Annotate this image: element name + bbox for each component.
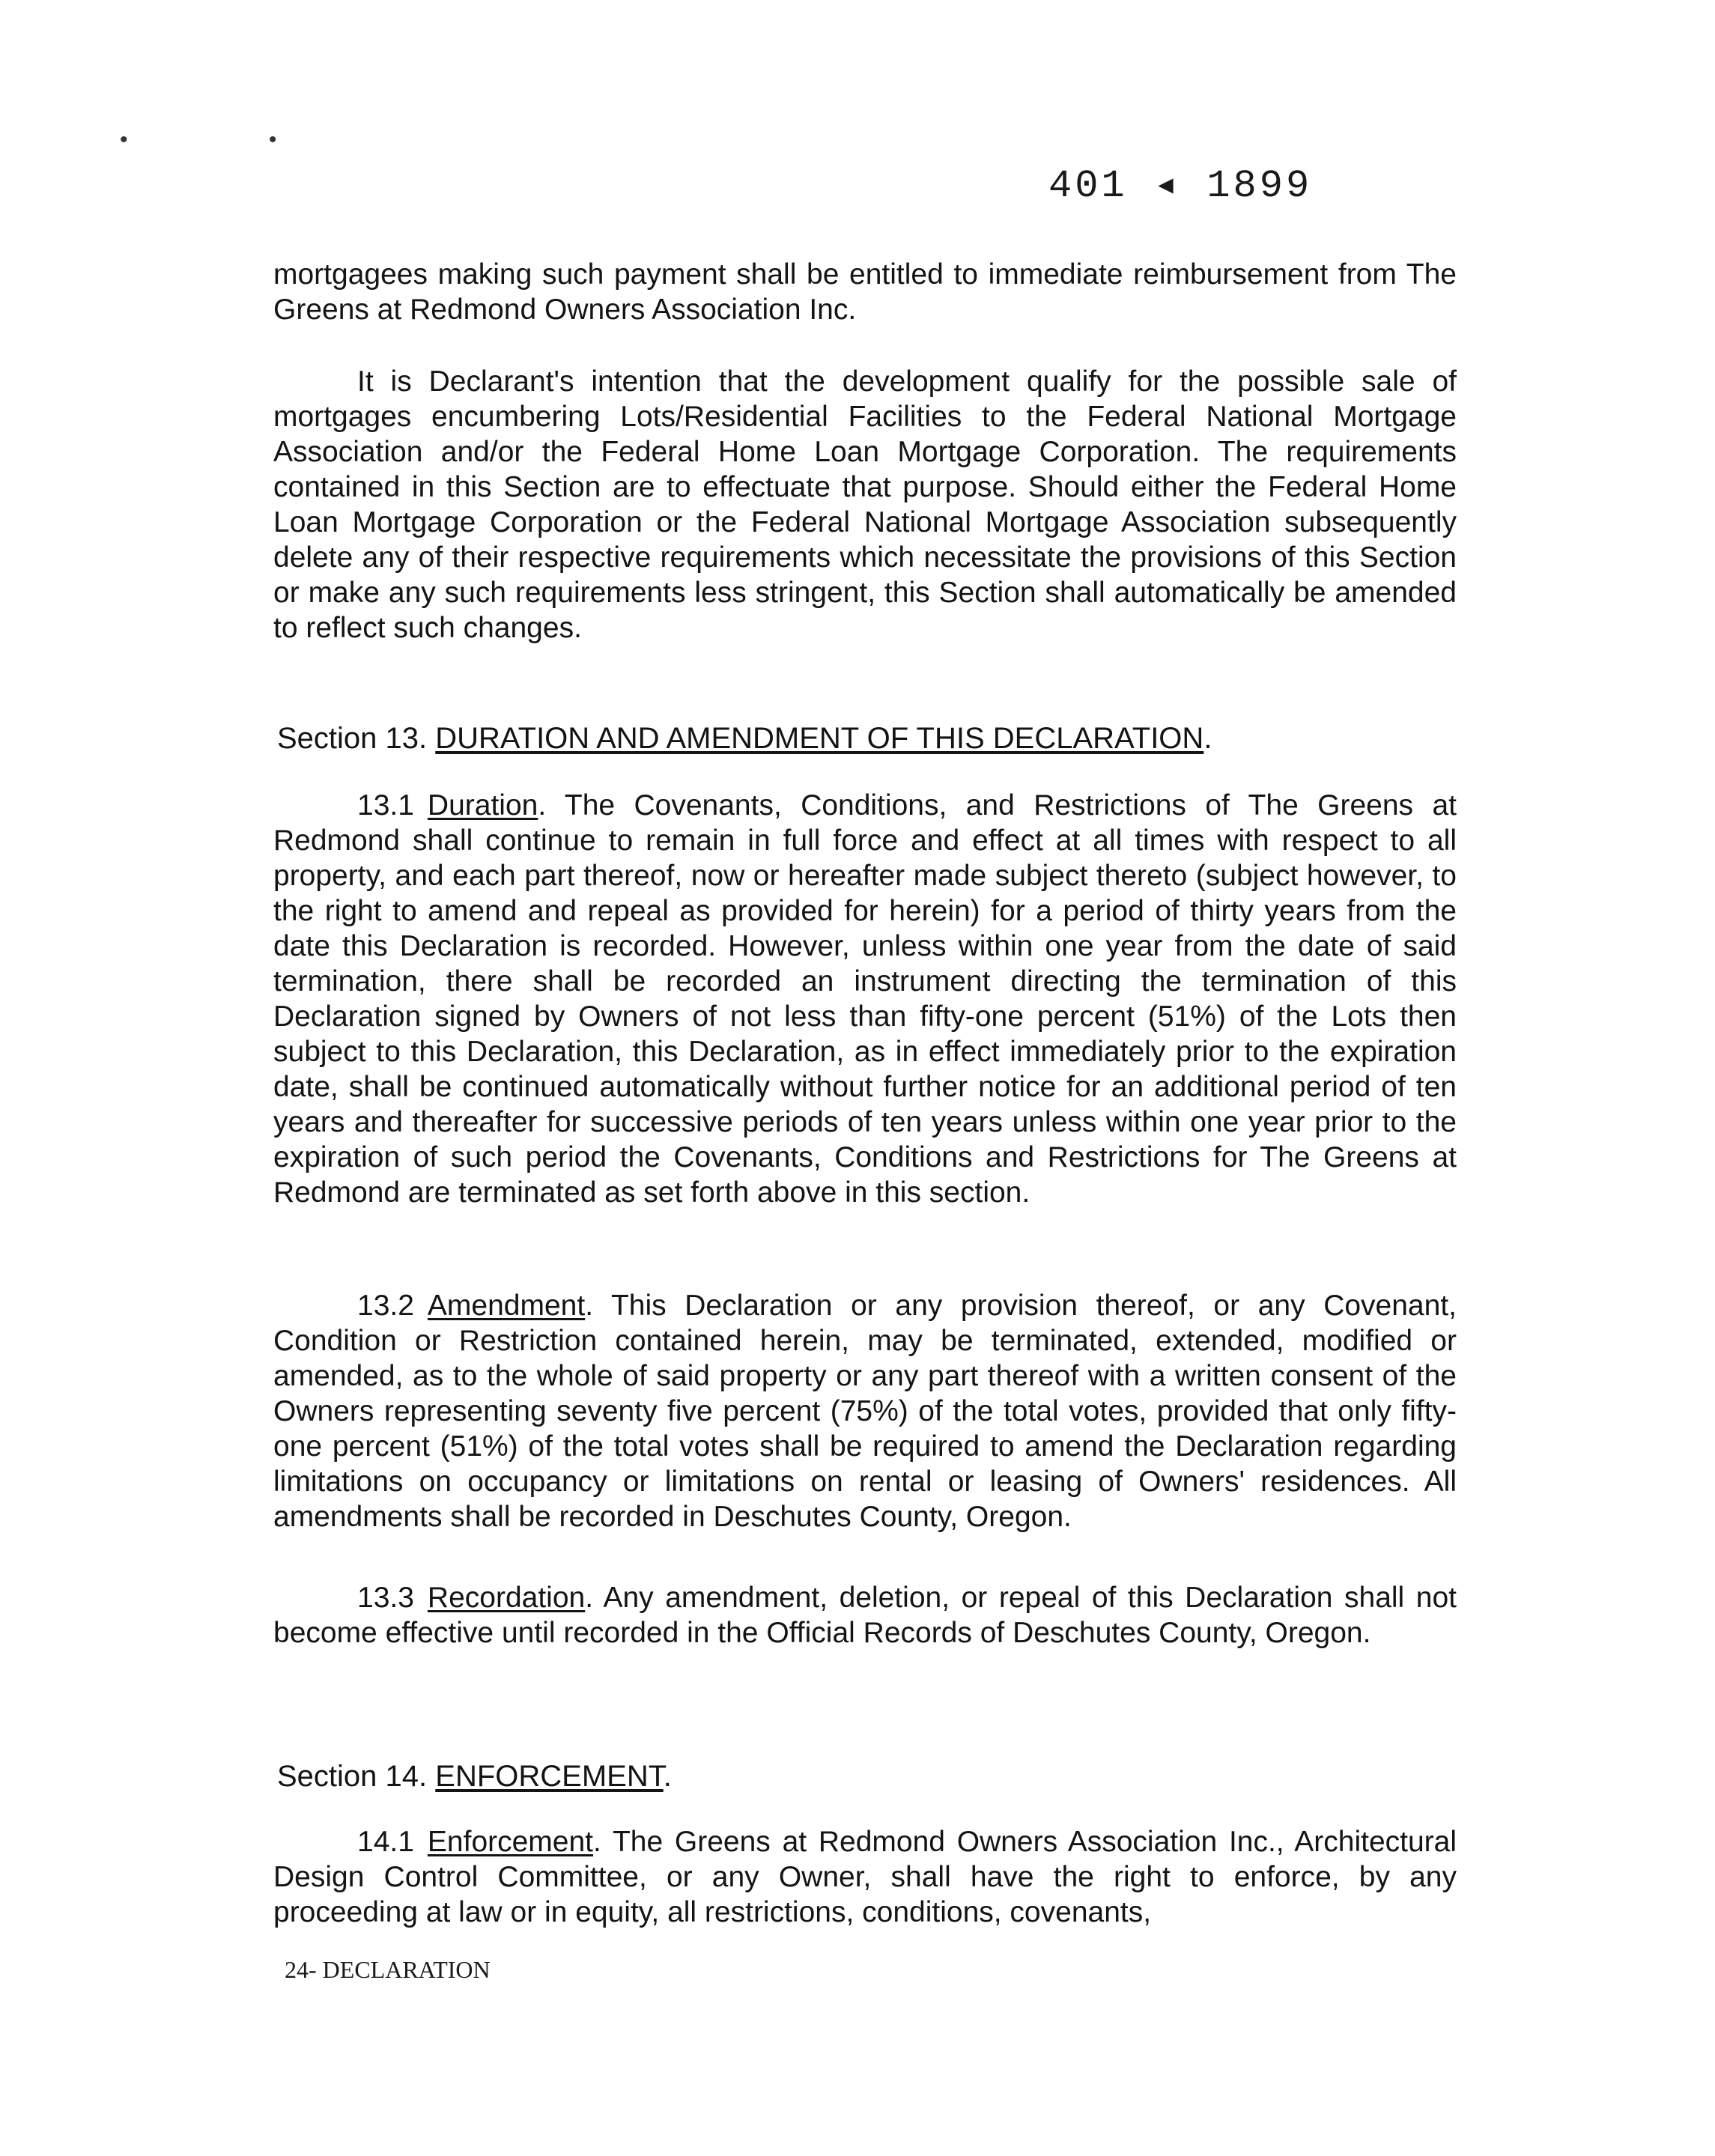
clause-13-2-text: This Declaration or any provision thereof, or any Covenant, Condition or Restriction contained herein, may be terminated, extended, modified or amended, as to the whole of said property or any part thereof with a written consent of the Owners representing seventy five percent (75%) of the total votes, provided that only fifty-one percent (51%) of the total votes shall be required to amend the Declaration regarding limitations on occupancy or limitations on rental or leasing of Owners' residences. All amendments shall be recorded in Deschutes County, Oregon. xyxy=(273,1290,1457,1533)
clause-13-3-title: Recordation xyxy=(427,1582,586,1614)
clause-14-1-title: Enforcement xyxy=(427,1826,594,1858)
section-13-label: Section 13. xyxy=(277,722,428,755)
section-14-heading xyxy=(277,1758,672,1794)
paragraph-reimbursement: mortgagees making such payment shall be entitled to immediate reimbursement from The Greens at Redmond Owners Association Inc. xyxy=(273,258,1457,326)
clause-13-1-number: 13.1 xyxy=(357,789,414,822)
section-13-title: DURATION AND AMENDMENT OF THIS DECLARATION xyxy=(435,722,1204,755)
clause-13-2-number: 13.2 xyxy=(357,1290,414,1322)
clause-13-1-title: Duration xyxy=(427,789,538,822)
clause-13-3-text: Any amendment, deletion, or repeal of this Declaration shall not become effective until recorded in the Official Records of Deschutes County, Oregon. xyxy=(273,1582,1457,1649)
clause-13-1 xyxy=(273,788,1457,1210)
section-14-title-period: . xyxy=(663,1760,672,1793)
clause-13-1-text: The Covenants, Conditions, and Restrictions of The Greens at Redmond shall continue to remain in full force and effect at all times with respect to all property, and each part thereof, now or hereafter made subject thereto (subject however, to the right to amend and repeal as provided for herein) for a period of thirty years from the date this Declaration is recorded. However, unless within one year from the date of said termination, there shall be recorded an instrument directing the termination of this Declaration signed by Owners of not less than fifty-one percent (51%) of the Lots then subject to this Declaration, this Declaration, as in effect immediately prior to the expiration date, shall be continued automatically without further notice for an additional period of ten years and thereafter for successive periods of ten years unless within one year prior to the expiration of such period the Covenants, Conditions and Restrictions for The Greens at Redmond are terminated as set forth above in this section. xyxy=(273,789,1457,1209)
paragraph-declarant-intention: It is Declarant's intention that the development qualify for the possible sale of mortgages encumbering Lots/Residential Facilities to the Federal National Mortgage Association and/or the Federal Home Loan Mortgage Corporation. The requirements contained in this Section are to effectuate that purpose. Should either the Federal Home Loan Mortgage Corporation or the Federal National Mortgage Association subsequently delete any of their respective requirements which necessitate the provisions of this Section or make any such requirements less stringent, this Section shall automatically be amended to reflect such changes. xyxy=(273,365,1457,644)
clause-13-3-title-period: . xyxy=(585,1582,594,1614)
section-14-title: ENFORCEMENT xyxy=(435,1760,664,1793)
record-number: 401 ◂ 1899 xyxy=(1048,164,1313,208)
clause-13-3-number: 13.3 xyxy=(357,1582,414,1614)
scan-specks: • • xyxy=(120,127,344,152)
clause-14-1-text: The Greens at Redmond Owners Association Inc., Architectural Design Control Committee, or any Owner, shall have the right to enforce, by any proceeding at law or in equity, all restrictions, conditions, covenants, xyxy=(273,1826,1457,1928)
section-14-label: Section 14. xyxy=(277,1760,428,1793)
section-13-title-period: . xyxy=(1203,722,1212,755)
clause-13-2-title: Amendment xyxy=(427,1290,586,1322)
clause-13-1-title-period: . xyxy=(538,789,547,822)
clause-13-2-title-period: . xyxy=(585,1290,594,1322)
page-footer: 24- DECLARATION xyxy=(285,1956,491,1983)
clause-13-3 xyxy=(273,1580,1457,1651)
section-13-heading xyxy=(277,720,1212,756)
clause-14-1-number: 14.1 xyxy=(357,1826,414,1858)
clause-14-1-title-period: . xyxy=(593,1826,601,1858)
clause-13-2 xyxy=(273,1288,1457,1534)
clause-14-1 xyxy=(273,1824,1457,1930)
